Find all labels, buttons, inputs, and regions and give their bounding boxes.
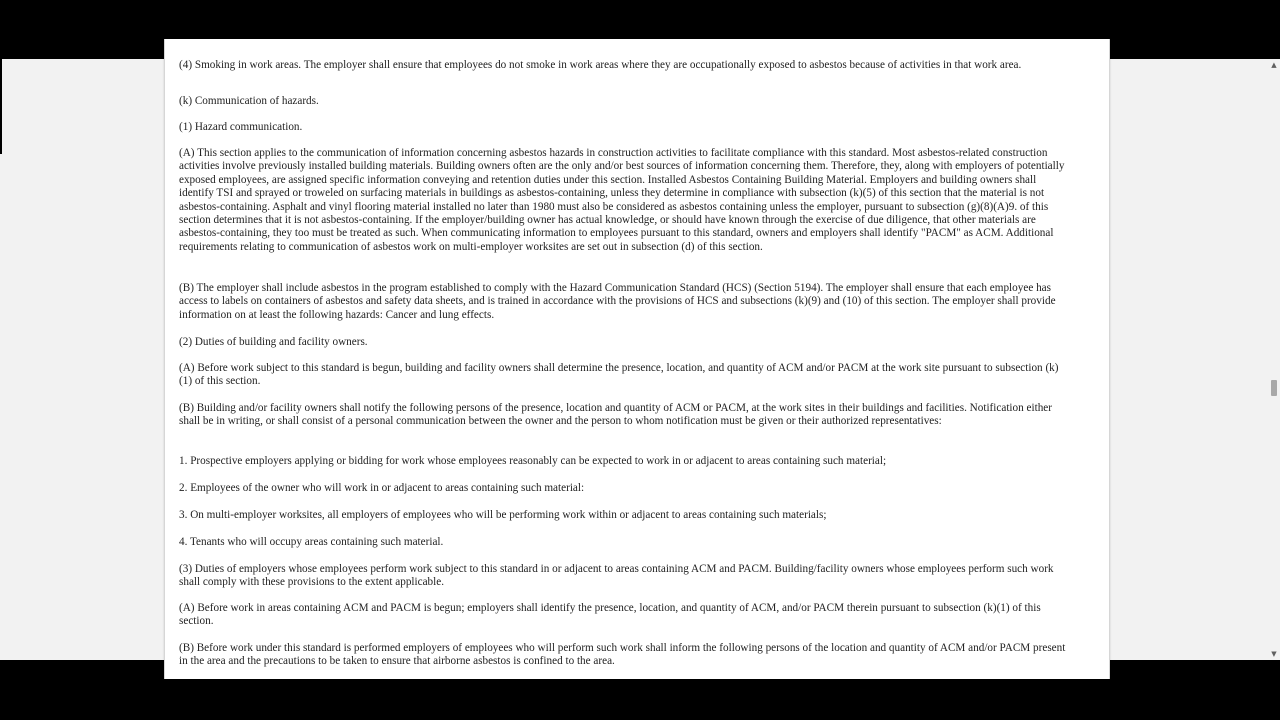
paragraph-k2b: (B) Building and/or facility owners shall notify the following persons of the presence, location and quantity of ACM or PACM, at the work sites in their buildings and facilities. Notification either shall be in writing, or shall consist of a personal communication between the owner and the person to whom notification must be given or their authorized representatives: — [179, 402, 1052, 428]
paragraph-k3: (3) Duties of employers whose employees perform work subject to this standard in or adjacent to areas containing ACM and PACM. Building/facility owners whose employees perform such work shall comply with these provisions to the extent applicable. — [179, 563, 1054, 589]
heading-communication-of-hazards: (k) Communication of hazards. — [179, 95, 319, 107]
list-item: 4. Tenants who will occupy areas containing such material. — [179, 536, 444, 548]
paragraph-k2a: (A) Before work subject to this standard is begun, building and facility owners shall determine the presence, location, and quantity of ACM and/or PACM at the work site pursuant to subsection (k)(1) of this section. — [179, 362, 1059, 388]
vertical-scrollbar[interactable] — [1268, 59, 1280, 660]
list-item: 1. Prospective employers applying or bidding for work whose employees reasonably can be expected to work in or adjacent to areas containing such material; — [179, 455, 887, 467]
paragraph-k1b: (B) The employer shall include asbestos in the program established to comply with the Hazard Communication Standard (HCS) (Section 5194). The employer shall ensure that each employee has access to labels on containers of asbestos and safety data sheets, and is trained in accordance with the provisions of HCS and subsections (k)(9) and (10) of this section. The employer shall provide information on at least the following hazards: Cancer and lung effects. — [179, 282, 1056, 321]
heading-hazard-communication: (1) Hazard communication. — [179, 121, 303, 133]
paragraph-smoking: (4) Smoking in work areas. The employer shall ensure that employees do not smoke in work areas where they are occupationally exposed to asbestos because of activities in that work area. — [179, 59, 1022, 71]
list-item: 3. On multi-employer worksites, all employers of employees who will be performing work within or adjacent to areas containing such materials; — [179, 509, 827, 521]
scroll-down-arrow-icon[interactable]: ▼ — [1271, 650, 1277, 658]
scrollbar-thumb[interactable] — [1271, 380, 1277, 396]
window-edge — [0, 59, 2, 154]
heading-duties-of-owners: (2) Duties of building and facility owners. — [179, 336, 368, 348]
document-page — [164, 39, 1110, 679]
paragraph-k1a: (A) This section applies to the communication of information concerning asbestos hazards in construction activities to facilitate compliance with this standard. Most asbestos-related construction activities involve previously installed building materials. Building owners often are the only and/or best sources of information concerning them. Therefore, they, along with employers of potentially exposed employees, are assigned specific information conveying and retention duties under this section. Installed Asbestos Containing Building Material. Employers and building owners shall identify TSI and sprayed or troweled on surfacing materials in buildings as asbestos-containing, unless they determine in compliance with subsection (k)(5) of this section that the material is not asbestos-containing. Asphalt and vinyl flooring material installed no later than 1980 must also be considered as asbestos containing unless the employer, pursuant to subsection (g)(8)(A)9. of this section determines that it is not asbestos-containing. If the employer/building owner has actual knowledge, or should have known through the exercise of due diligence, that other materials are asbestos-containing, they too must be treated as such. When communicating information to employees pursuant to this standard, owners and employers shall identify "PACM" as ACM. Additional requirements relating to communication of asbestos work on multi-employer worksites are set out in subsection (d) of this section. — [179, 147, 1065, 253]
scroll-up-arrow-icon[interactable]: ▲ — [1271, 61, 1277, 69]
browser-viewport — [0, 59, 1280, 668]
paragraph-k3a: (A) Before work in areas containing ACM and PACM is begun; employers shall identify the presence, location, and quantity of ACM, and/or PACM therein pursuant to subsection (k)(1) of this section. — [179, 602, 1041, 628]
list-item: 2. Employees of the owner who will work in or adjacent to areas containing such material: — [179, 482, 585, 494]
paragraph-k3b: (B) Before work under this standard is performed employers of employees who will perform such work shall inform the following persons of the location and quantity of ACM and/or PACM present in the area and the precautions to be taken to ensure that airborne asbestos is confined to the area. — [179, 642, 1066, 668]
